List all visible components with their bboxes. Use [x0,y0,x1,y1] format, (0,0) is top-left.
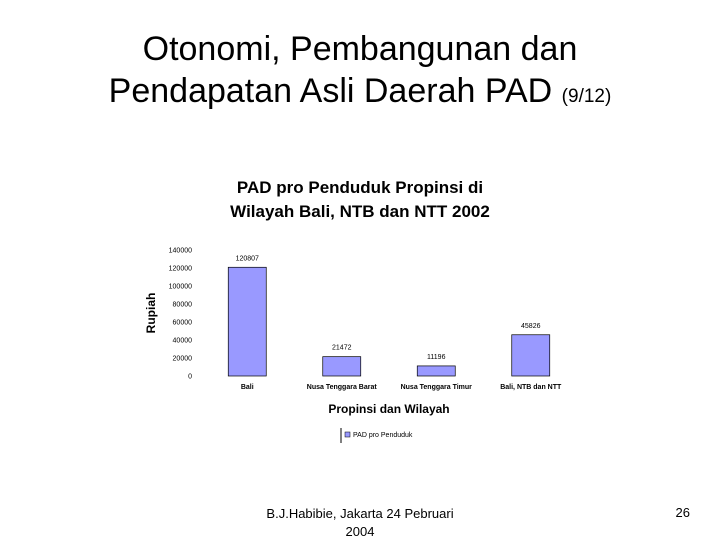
y-axis-label: Rupiah [144,292,158,334]
data-label: 21472 [332,344,352,352]
y-tick-label: 120000 [168,265,192,273]
x-tick-label: Nusa Tenggara Barat [306,384,377,391]
chart-title-line1: PAD pro Penduduk Propinsi di [236,178,484,197]
x-axis-label: Propinsi dan Wilayah [328,402,450,416]
bar [228,267,266,376]
x-axis [241,384,562,391]
x-tick-label: Bali [240,384,254,391]
y-tick-label: 60000 [172,319,192,327]
footer-credit [230,505,490,541]
data-label: 45826 [521,322,541,330]
slide-number-fraction: (9/12) [561,86,612,107]
page-number: 26 [675,505,690,520]
bars [228,255,550,376]
y-tick-label: 140000 [168,247,192,255]
slide-title-line2-text: Pendapatan Asli Daerah PAD [108,72,553,110]
x-tick-label: Nusa Tenggara Timur [400,384,472,391]
bar [323,357,361,376]
chart-title-line2: Wilayah Bali, NTB dan NTT 2002 [230,202,490,221]
y-tick-label: 80000 [172,301,192,309]
bar [512,335,550,376]
y-tick-label: 40000 [172,337,192,345]
x-tick-label: Bali, NTB dan NTT [500,384,562,391]
footer-credit-line2: 2004 [345,524,375,539]
legend-label: PAD pro Penduduk [353,432,413,439]
legend [341,428,413,443]
y-axis [169,248,192,381]
bar [417,366,455,376]
y-tick-label: 20000 [172,355,192,363]
data-label: 120807 [235,255,259,263]
legend-swatch [345,432,350,437]
footer-credit-line1: B.J.Habibie, Jakarta 24 Pebruari [266,506,454,521]
data-label: 11196 [427,353,446,361]
y-tick-label: 0 [188,373,192,381]
slide-title-line1: Otonomi, Pembangunan dan [142,30,578,68]
y-tick-label: 100000 [168,283,192,291]
